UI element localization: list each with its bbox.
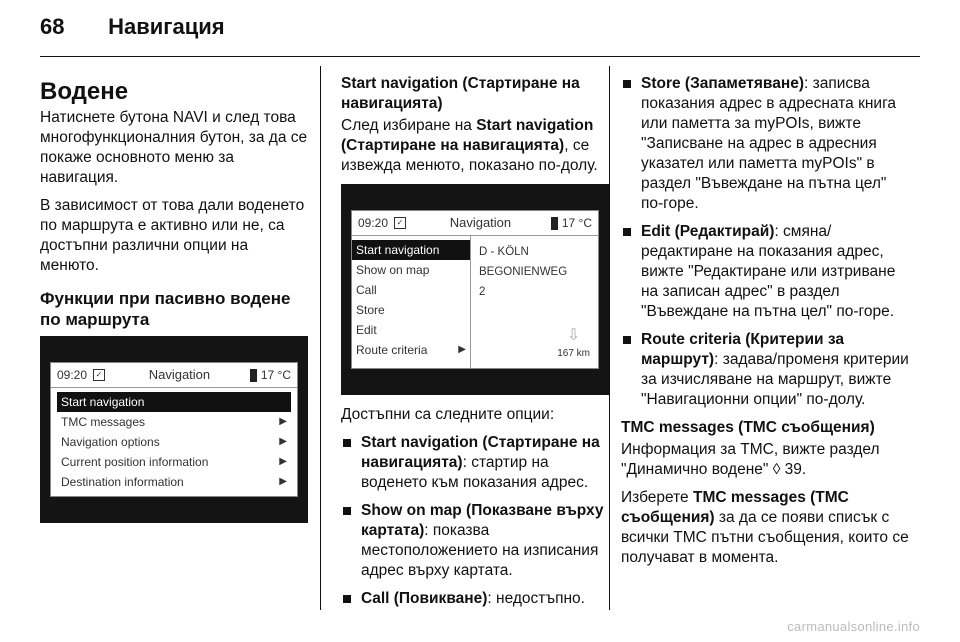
menu-item-label: Store: [356, 303, 385, 317]
column-2: [341, 64, 609, 617]
chevron-right-icon: ▶: [458, 344, 466, 355]
watermark: carmanualsonline.info: [787, 619, 920, 634]
address-city: D - KÖLN: [479, 246, 529, 258]
display-title: Navigation: [449, 215, 512, 230]
bullet-icon: [623, 336, 631, 344]
paragraph: Информация за TMC, вижте раздел "Динамично водене" ◊ 39.: [621, 441, 880, 478]
menu-item-label: Route criteria: [356, 343, 428, 357]
bold-text: Store (Запаметяване): [641, 75, 805, 92]
bullet-icon: [623, 80, 631, 88]
display-status-bar: [352, 211, 598, 236]
distance-value: 167 km: [557, 348, 590, 359]
menu-item-label: Start navigation: [356, 243, 440, 257]
bold-text: Show on map (Показване върху картата): [361, 502, 604, 539]
text: за да се появи списък с всички TMC пътни съобщения, които се получават в момента.: [621, 509, 909, 566]
arrow-down-icon: ⇩: [566, 327, 581, 344]
section-heading: Водене: [40, 78, 129, 105]
clock: 09:20: [358, 216, 389, 230]
bold-text: TMC messages (TMC съобщения): [621, 489, 849, 526]
paragraph: Достъпни са следните опции:: [341, 406, 555, 423]
chevron-right-icon: ▶: [279, 416, 287, 427]
text: : недостъпно.: [487, 590, 585, 607]
address-street: BEGONIENWEG: [479, 266, 568, 278]
paragraph: Натиснете бутона NAVI и след това многофункционалния бутон, за да се покаже основното меню за навигация.: [40, 109, 308, 186]
column-divider: [609, 66, 610, 610]
navigation-screenshot: [341, 184, 609, 395]
menu-item-label: Edit: [356, 323, 377, 337]
chevron-right-icon: ▶: [279, 476, 287, 487]
address-number: 2: [479, 286, 486, 298]
menu-item[interactable]: [352, 240, 470, 260]
menu-item-label: Current position information: [61, 455, 209, 469]
temperature: [250, 365, 291, 385]
temperature-value: 17 °C: [260, 368, 291, 382]
menu-item[interactable]: [352, 260, 470, 280]
menu-item-label: TMC messages: [61, 415, 146, 429]
check-icon: ✓: [93, 369, 105, 381]
menu-item[interactable]: [352, 280, 470, 300]
text: : задава/променя критерии за изчисляване на маршрут, вижте "Навигационни опции" по-долу.: [641, 351, 909, 408]
text: : записва показания адрес в адресната книга или паметта за myPOIs, вижте "Записване на адрес в адресния указател или паметта myPOIs" в раздел "Въвеждане на пътна цел" по-горе.: [641, 75, 897, 212]
text: : смяна/редактиране на показания адрес, вижте "Редактиране или изтриване на записан адрес" в раздел "Въвеждане на пътна цел" по-горе.: [641, 223, 896, 320]
nav-display: [50, 362, 298, 497]
bullet-item: [621, 74, 911, 214]
check-icon: ✓: [394, 217, 406, 229]
text: : стартир на воденето към показания адрес.: [361, 454, 589, 491]
subheading: Start navigation (Стартиране на навигацията): [341, 75, 580, 112]
bold-text: Start navigation (Стартиране на навигацията): [361, 434, 600, 471]
bullet-item: [621, 330, 911, 410]
menu-item[interactable]: [352, 300, 470, 320]
page-header: [40, 14, 225, 40]
paragraph: В зависимост от това дали воденето по маршрута е активно или не, са достъпни различни опции на менюто.: [40, 197, 305, 274]
nav-display: [351, 210, 599, 369]
section-title: Навигация: [108, 14, 225, 39]
menu-item[interactable]: [57, 472, 291, 492]
destination-panel: [352, 236, 598, 368]
bullet-item: [341, 501, 609, 581]
bullet-item: [621, 222, 911, 322]
menu-item-label: Destination information: [61, 475, 184, 489]
paragraph: [341, 116, 609, 176]
column-1: [40, 64, 308, 533]
menu-item[interactable]: [352, 320, 470, 340]
bullet-icon: [343, 439, 351, 447]
text: След избиране на: [341, 117, 477, 134]
clock: 09:20: [57, 368, 88, 382]
menu-list: [352, 236, 471, 368]
temperature: [551, 213, 592, 233]
menu-item[interactable]: [352, 340, 470, 360]
bold-text: Call (Повикване): [361, 590, 488, 607]
menu-item-label: Show on map: [356, 263, 430, 277]
temperature-value: 17 °C: [561, 216, 592, 230]
navigation-screenshot: [40, 336, 308, 523]
chevron-right-icon: ▶: [279, 456, 287, 467]
column-divider: [320, 66, 321, 610]
paragraph: [621, 488, 911, 568]
phone-icon: [250, 369, 257, 382]
bullet-item: [341, 589, 609, 609]
menu-item-label: Start navigation: [61, 395, 145, 409]
menu-item[interactable]: [57, 432, 291, 452]
menu-item-label: Call: [356, 283, 377, 297]
page-number: 68: [40, 14, 65, 39]
subheading: Функции при пасивно водене по маршрута: [40, 289, 291, 329]
bullet-icon: [623, 228, 631, 236]
bullet-item: [341, 433, 609, 493]
menu-item[interactable]: [57, 392, 291, 412]
text: Изберете: [621, 489, 693, 506]
header-rule: [40, 56, 920, 57]
bullet-icon: [343, 595, 351, 603]
bold-text: Edit (Редактирай): [641, 223, 775, 240]
bold-text: Route criteria (Критерии за маршрут): [641, 331, 845, 368]
bullet-icon: [343, 507, 351, 515]
menu-item[interactable]: [57, 412, 291, 432]
display-status-bar: [51, 363, 297, 388]
column-3: [621, 64, 911, 576]
subheading: TMC messages (TMC съобщения): [621, 419, 875, 436]
text: : показва местоположението на изписания адрес върху картата.: [361, 522, 599, 579]
chevron-right-icon: ▶: [279, 436, 287, 447]
menu-list: [51, 388, 297, 496]
phone-icon: [551, 217, 558, 230]
display-title: Navigation: [148, 367, 211, 382]
distance-indicator: [557, 328, 590, 364]
text: , се извежда менюто, показано по-долу.: [341, 137, 598, 174]
address-details: [471, 236, 598, 368]
menu-item[interactable]: [57, 452, 291, 472]
menu-item-label: Navigation options: [61, 435, 160, 449]
bold-text: Start navigation (Стартиране на навигацията): [341, 117, 594, 154]
